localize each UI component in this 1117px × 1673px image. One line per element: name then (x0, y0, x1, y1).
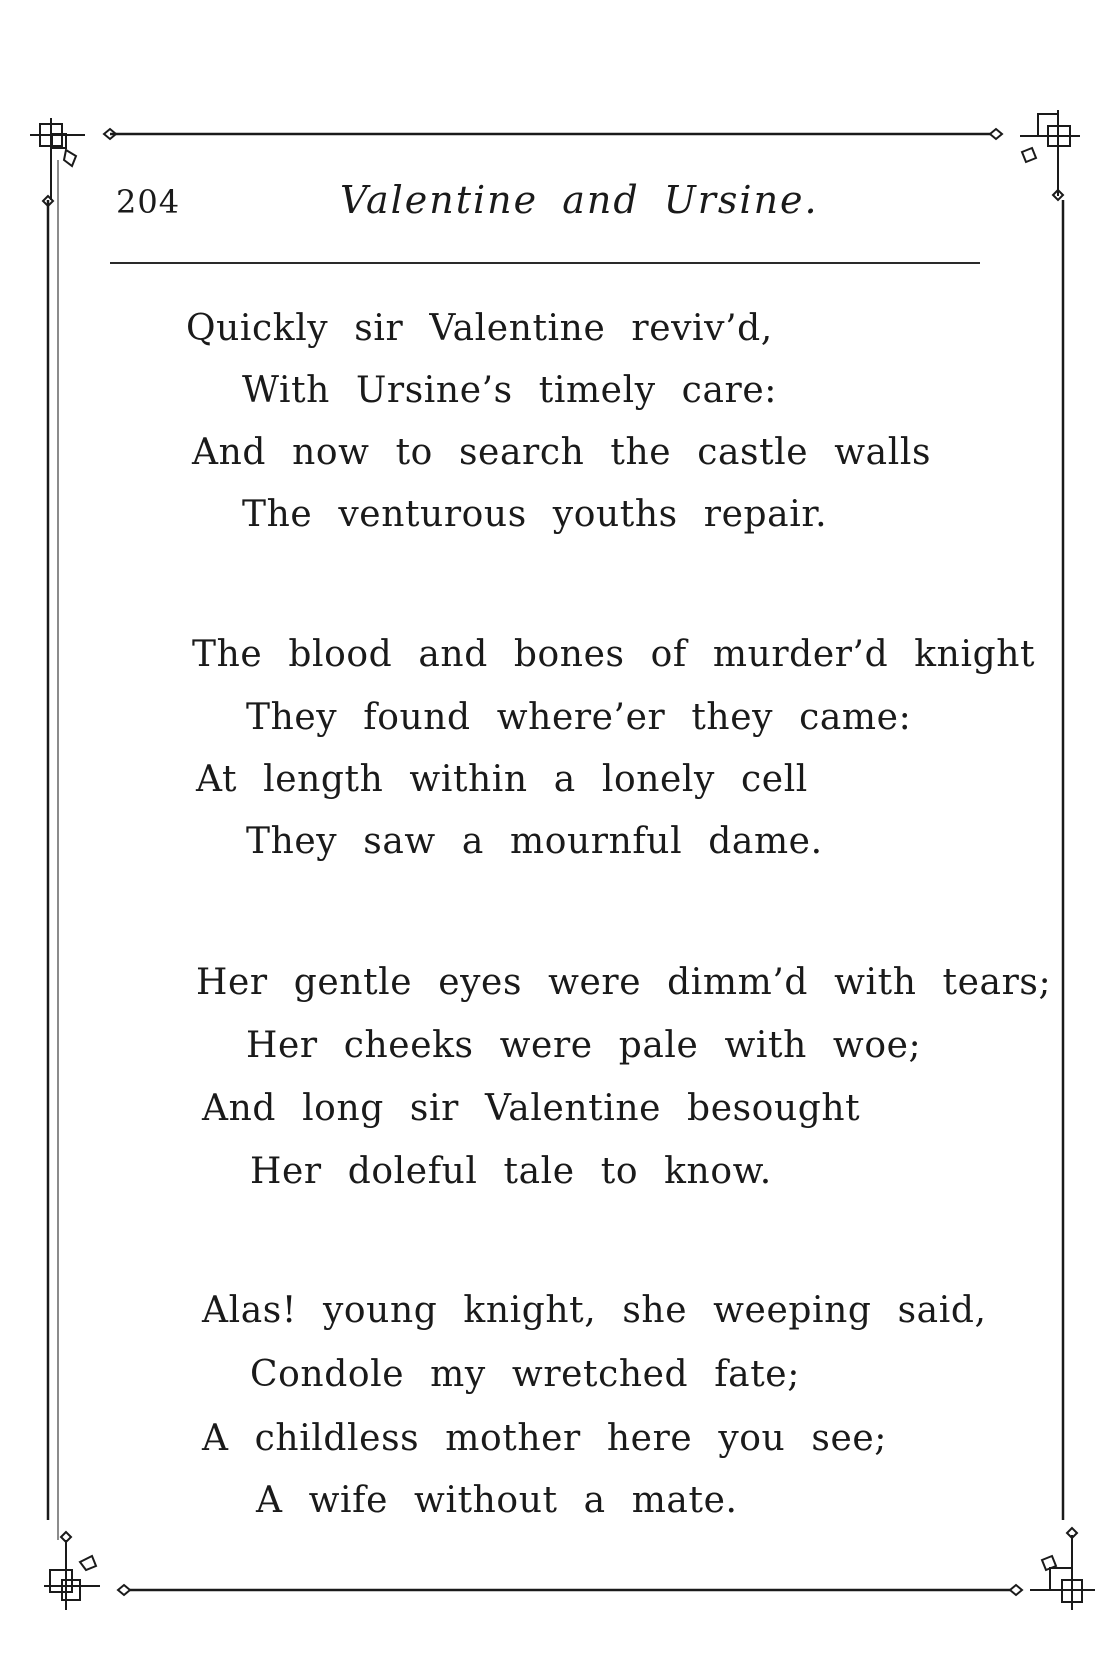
poem-line: At length within a lonely cell (196, 759, 808, 800)
poem-line: They saw a mournful dame. (246, 821, 823, 862)
corner-ornament-bottom-left (44, 1532, 130, 1610)
poem-line: Alas! young knight, she weeping said, (202, 1290, 987, 1331)
page-number: 204 (116, 183, 181, 221)
poem-line: And long sir Valentine besought (202, 1088, 861, 1129)
corner-ornament-top-left (30, 118, 116, 206)
poem-line: The venturous youths repair. (242, 494, 828, 535)
poem-line: A wife without a mate. (256, 1480, 738, 1521)
poem-line: With Ursine’s timely care: (242, 370, 777, 411)
header-rule (110, 262, 980, 264)
running-title: Valentine and Ursine. (340, 178, 819, 222)
poem-line: Condole my wretched fate; (250, 1354, 800, 1395)
poem-line: Her doleful tale to know. (250, 1151, 772, 1192)
poem-line: Her gentle eyes were dimm’d with tears; (196, 962, 1052, 1003)
poem-line: Quickly sir Valentine reviv’d, (186, 308, 773, 349)
poem-line: A childless mother here you see; (202, 1418, 887, 1459)
corner-ornament-bottom-right (1010, 1528, 1095, 1610)
poem-line: And now to search the castle walls (192, 432, 932, 473)
poem-line: The blood and bones of murder’d knight (192, 634, 1036, 675)
corner-ornament-top-right (990, 110, 1080, 200)
poem-line: They found where’er they came: (246, 697, 912, 738)
poem-line: Her cheeks were pale with woe; (246, 1025, 922, 1066)
